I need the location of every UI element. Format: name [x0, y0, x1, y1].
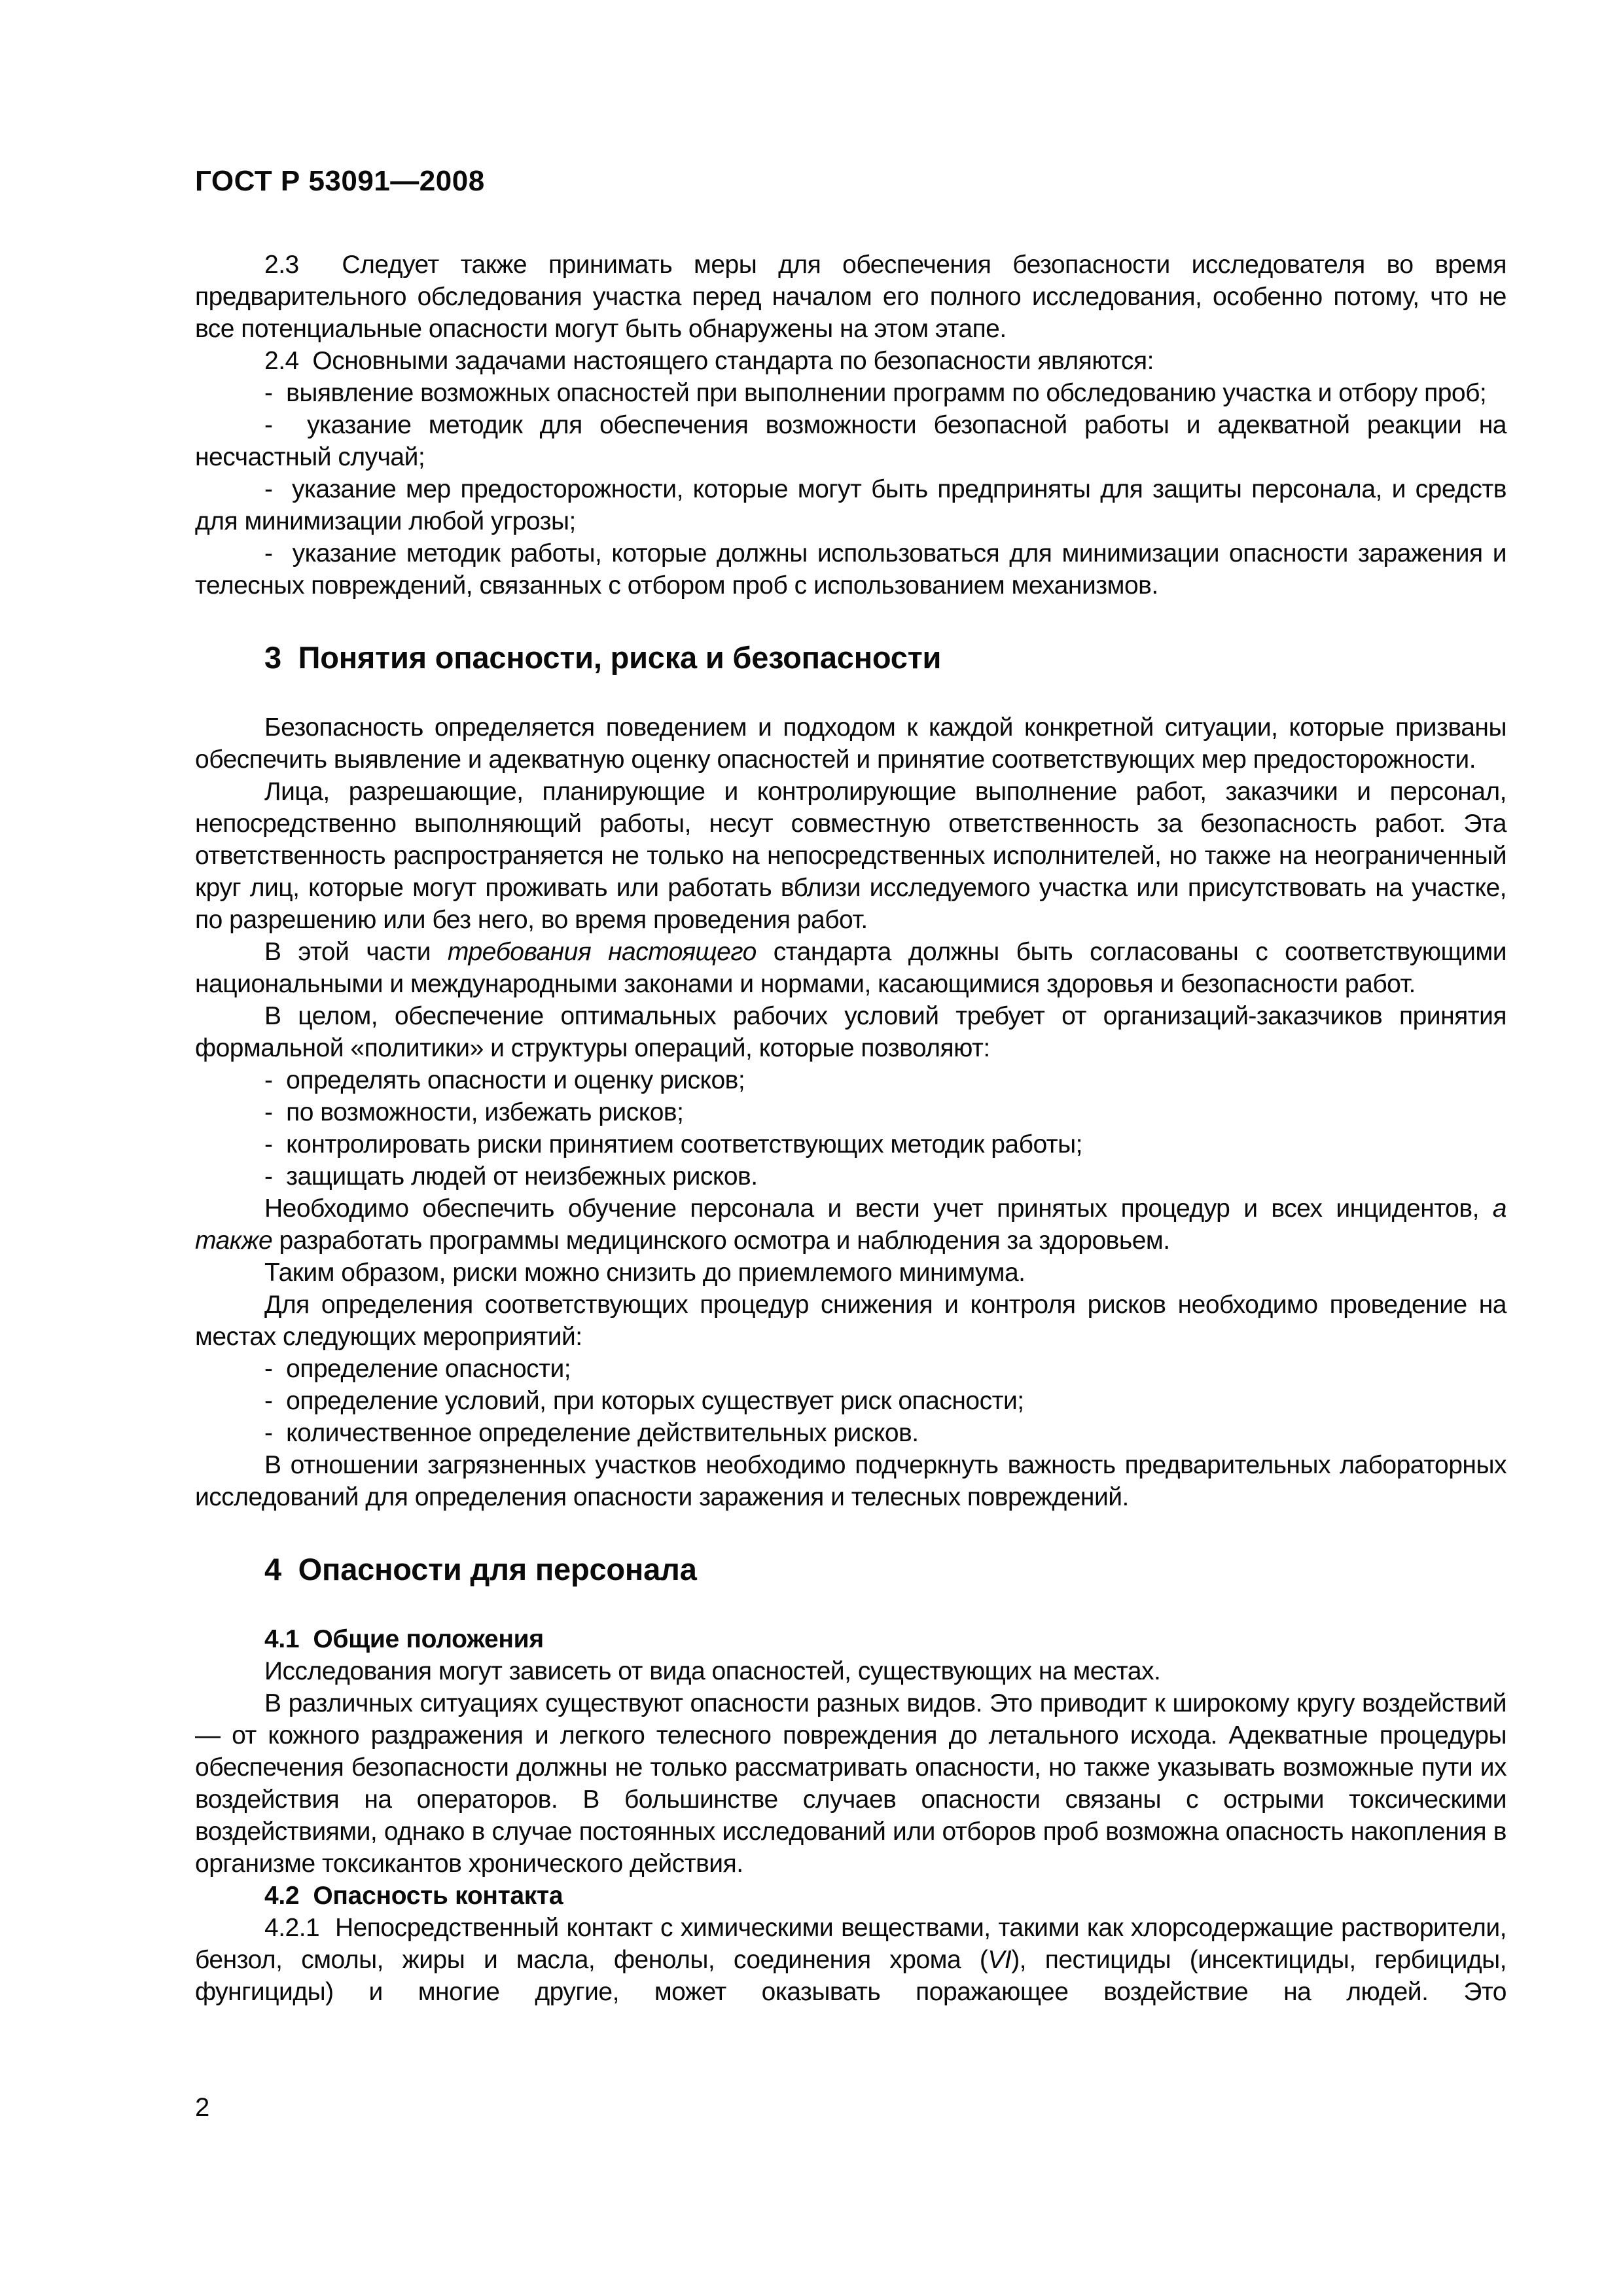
text-run: В отношении загрязненных участков необходимо подчеркнуть важность предварительных лабораторных исследований для определения опасности заражения и телесных повреждений. — [195, 1451, 1507, 1511]
list-item — [195, 1064, 1507, 1096]
list-item — [195, 377, 1507, 409]
section-heading — [195, 1551, 1507, 1588]
paragraph — [195, 345, 1507, 377]
paragraph — [195, 1289, 1507, 1353]
text-run: 2.4 Основными задачами настоящего стандарта по безопасности являются: — [264, 347, 1154, 375]
text-run: требования настоящего — [447, 938, 757, 966]
document-content — [195, 165, 1507, 2008]
paragraph — [195, 1687, 1507, 1880]
text-run: 4.2 Опасность контакта — [264, 1882, 563, 1910]
text-run: Необходимо обеспечить обучение персонала и вести учет принятых процедур и всех инцидентов, — [264, 1194, 1493, 1223]
text-run: - контролировать риски принятием соответствующих методик работы; — [264, 1130, 1083, 1158]
list-item — [195, 473, 1507, 537]
text-run: а также — [195, 1194, 1507, 1255]
text-run: - выявление возможных опасностей при выполнении программ по обследованию участка и отбору проб; — [264, 379, 1487, 407]
text-run: В целом, обеспечение оптимальных рабочих условий требует от организаций-заказчиков принятия формальной «политики» и структуры операций, которые позволяют: — [195, 1002, 1507, 1062]
text-run: 4.1 Общие положения — [264, 1625, 544, 1653]
text-run: VI — [988, 1946, 1012, 1974]
list-item — [195, 1128, 1507, 1160]
text-run: Безопасность определяется поведением и подходом к каждой конкретной ситуации, которые призваны обеспечить выявление и адекватную оценку опасностей и принятие соответствующих мер предосторожности. — [195, 713, 1507, 774]
list-item — [195, 1385, 1507, 1417]
paragraph — [195, 1000, 1507, 1064]
list-item — [195, 1417, 1507, 1449]
paragraph — [195, 1912, 1507, 2008]
document-header-title: ГОСТ Р 53091—2008 — [195, 165, 485, 197]
section-heading — [195, 639, 1507, 676]
text-run: 4.2.1 Непосредственный контакт с химическими веществами, такими как хлорсодержащие растворители, бензол, смолы, жиры и масла, фенолы, соединения хрома ( — [195, 1914, 1507, 1974]
text-run: - указание мер предосторожности, которые могут быть предприняты для защиты персонала, и средств для минимизации любой угрозы; — [195, 475, 1507, 535]
text-run: Для определения соответствующих процедур снижения и контроля рисков необходимо проведение на местах следующих мероприятий: — [195, 1291, 1507, 1351]
paragraph — [195, 711, 1507, 776]
text-run: - по возможности, избежать рисков; — [264, 1098, 684, 1126]
text-run: 3 Понятия опасности, риска и безопасности — [264, 640, 942, 675]
text-run: 2.3 Следует также принимать меры для обеспечения безопасности исследователя во время предварительного обследования участка перед началом его полного исследования, особенно потому, что не все потенциальные опасности могут быть обнаружены на этом этапе. — [195, 251, 1507, 343]
text-run: Исследования могут зависеть от вида опасностей, существующих на местах. — [264, 1657, 1161, 1685]
text-run: разработать программы медицинского осмотра и наблюдения за здоровьем. — [272, 1227, 1170, 1255]
text-run: - указание методик работы, которые должны использоваться для минимизации опасности заражения и телесных повреждений, связанных с отбором проб с использованием механизмов. — [195, 539, 1507, 600]
subsection-heading — [195, 1623, 1507, 1655]
paragraph — [195, 936, 1507, 1000]
paragraph — [195, 249, 1507, 345]
list-item — [195, 1160, 1507, 1193]
list-item — [195, 1096, 1507, 1128]
text-run: - количественное определение действительных рисков. — [264, 1419, 919, 1447]
text-run: В этой части — [264, 938, 448, 966]
text-run: стандарта должны быть согласованы с соответствующими национальными и международными законами и нормами, касающимися здоровья и безопасности работ. — [195, 938, 1507, 998]
text-run: ), пестициды (инсектициды, гербициды, фунгициды) и многие другие, может оказывать поражающее воздействие на людей. Это — [195, 1946, 1507, 2006]
paragraph — [195, 1449, 1507, 1513]
document-body — [195, 249, 1507, 2008]
text-run: - определение опасности; — [264, 1355, 571, 1383]
paragraph — [195, 776, 1507, 936]
page-number: 2 — [195, 2093, 210, 2122]
text-run: Таким образом, риски можно снизить до приемлемого минимума. — [264, 1259, 1026, 1287]
list-item — [195, 1353, 1507, 1385]
list-item — [195, 537, 1507, 601]
text-run: 4 Опасности для персонала — [264, 1552, 697, 1587]
text-run: В различных ситуациях существуют опасности разных видов. Это приводит к широкому кругу воздействий — от кожного раздражения и легкого телесного повреждения до летального исхода. Адекватные процедуры обеспечения безопасности должны не только рассматривать опасности, но также указывать возможные пути их воздействия на операторов. В большинстве случаев опасности связаны с острыми токсическими воздействиями, однако в случае постоянных исследований или отборов проб возможна опасность накопления в организме токсикантов хронического действия. — [195, 1689, 1507, 1878]
paragraph — [195, 1193, 1507, 1257]
subsection-heading — [195, 1880, 1507, 1912]
text-run: - защищать людей от неизбежных рисков. — [264, 1162, 758, 1191]
text-run: - определять опасности и оценку рисков; — [264, 1066, 745, 1094]
paragraph — [195, 1257, 1507, 1289]
paragraph — [195, 1655, 1507, 1687]
text-run: - указание методик для обеспечения возможности безопасной работы и адекватной реакции на несчастный случай; — [195, 411, 1507, 471]
text-run: - определение условий, при которых существует риск опасности; — [264, 1387, 1024, 1415]
list-item — [195, 409, 1507, 473]
text-run: Лица, разрешающие, планирующие и контролирующие выполнение работ, заказчики и персонал, непосредственно выполняющий работы, несут совместную ответственность за безопасность работ. Эта ответственность распространяется не только на непосредственных исполнителей, но также на неограниченный круг лиц, которые могут проживать или работать вблизи исследуемого участка или присутствовать на участке, по разрешению или без него, во время проведения работ. — [195, 778, 1507, 934]
